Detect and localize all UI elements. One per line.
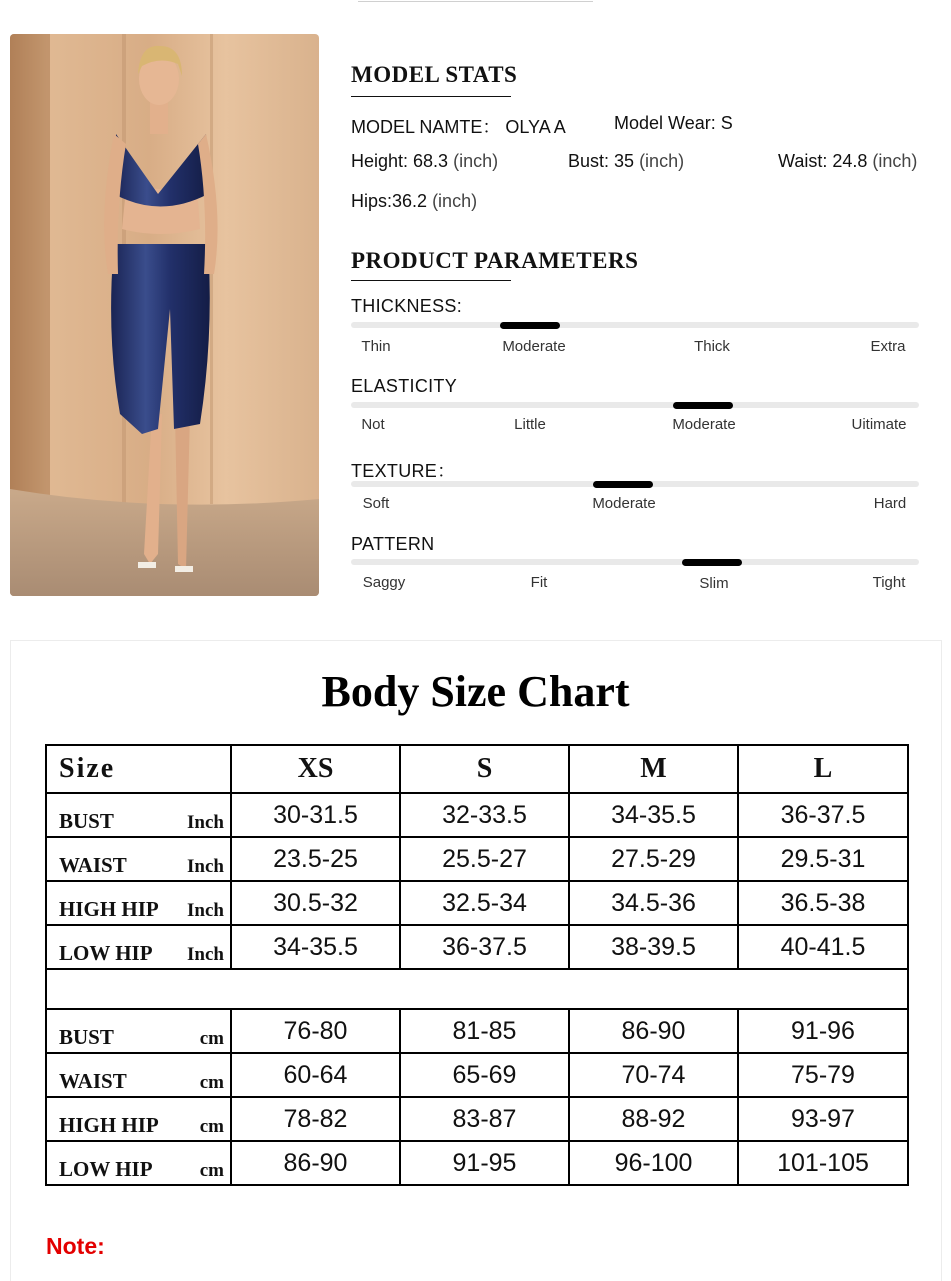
model-wear-value: S: [720, 113, 733, 133]
table-cell: 30-31.5: [231, 793, 400, 837]
table-cell: 27.5-29: [569, 837, 738, 881]
texture-indicator: [593, 481, 653, 488]
table-cell: 30.5-32: [231, 881, 400, 925]
measure-name: LOW HIP: [59, 941, 153, 965]
table-spacer-row: [46, 969, 908, 1009]
table-row: [46, 1097, 908, 1141]
model-name-label: MODEL NAMTE：: [351, 117, 501, 137]
size-header-row: [46, 745, 908, 793]
row-label: [46, 837, 231, 881]
elasticity-indicator: [673, 402, 733, 409]
thickness-tick-thick: Thick: [694, 338, 730, 355]
table-row: [46, 793, 908, 837]
hips-value: Hips:36.2: [351, 191, 428, 211]
top-divider: [358, 1, 593, 2]
hips-stat: [351, 191, 477, 212]
size-xs: XS: [231, 745, 400, 793]
table-cell: 93-97: [738, 1097, 908, 1141]
measure-name: BUST: [59, 809, 114, 833]
model-wear-label: Model Wear:: [614, 113, 716, 133]
thickness-tick-moderate: Moderate: [502, 338, 566, 355]
table-row: [46, 1141, 908, 1185]
measure-unit: cm: [199, 1072, 224, 1093]
measure-name: HIGH HIP: [59, 1113, 159, 1137]
model-photo: [10, 34, 319, 596]
pattern-indicator: [682, 559, 742, 566]
product-parameters-title: PRODUCT PARAMETERS: [351, 248, 639, 273]
row-label: [46, 881, 231, 925]
table-row: [46, 925, 908, 969]
measure-name: HIGH HIP: [59, 897, 159, 921]
measure-unit: Inch: [187, 900, 224, 921]
elasticity-tick-ultimate: Uitimate: [851, 416, 907, 433]
table-cell: 34-35.5: [231, 925, 400, 969]
table-row: [46, 1009, 908, 1053]
model-name: [351, 113, 566, 139]
model-stats-title: MODEL STATS: [351, 62, 518, 87]
measure-name: WAIST: [59, 1069, 127, 1093]
table-row: [46, 837, 908, 881]
table-row: [46, 881, 908, 925]
measure-name: LOW HIP: [59, 1157, 153, 1181]
size-s: S: [400, 745, 569, 793]
table-cell: 60-64: [231, 1053, 400, 1097]
hips-unit: (inch): [432, 191, 478, 211]
row-label: [46, 1009, 231, 1053]
size-m: M: [569, 745, 738, 793]
table-cell: 38-39.5: [569, 925, 738, 969]
waist-stat: [778, 151, 917, 172]
table-cell: 91-95: [400, 1141, 569, 1185]
measure-unit: Inch: [187, 944, 224, 965]
thickness-label: THICKNESS:: [351, 296, 463, 316]
texture-label: TEXTURE：: [351, 461, 456, 481]
table-cell: 34.5-36: [569, 881, 738, 925]
elasticity-track: [351, 402, 919, 408]
texture-track: [351, 481, 919, 487]
pattern-tick-fit: Fit: [530, 574, 548, 591]
thickness-tick-thin: Thin: [361, 338, 391, 355]
bust-value: Bust: 35: [568, 151, 635, 171]
bust-stat: [568, 151, 684, 172]
pattern-track: [351, 559, 919, 565]
bust-unit: (inch): [639, 151, 685, 171]
table-cell: 70-74: [569, 1053, 738, 1097]
elasticity-tick-moderate: Moderate: [672, 416, 736, 433]
table-cell: 23.5-25: [231, 837, 400, 881]
size-header: Size: [46, 745, 231, 793]
row-label: [46, 1053, 231, 1097]
measure-name: BUST: [59, 1025, 114, 1049]
table-cell: 101-105: [738, 1141, 908, 1185]
size-chart-table: [45, 744, 909, 1186]
table-cell: 32.5-34: [400, 881, 569, 925]
model-stats-underline: [351, 96, 511, 97]
elasticity-label: ELASTICITY: [351, 376, 458, 396]
pattern-tick-tight: Tight: [872, 574, 906, 591]
elasticity-tick-little: Little: [514, 416, 546, 433]
table-cell: 36.5-38: [738, 881, 908, 925]
height-value: Height: 68.3: [351, 151, 449, 171]
measure-unit: Inch: [187, 856, 224, 877]
table-cell: 32-33.5: [400, 793, 569, 837]
table-cell: 65-69: [400, 1053, 569, 1097]
height-stat: [351, 151, 498, 172]
table-cell: 36-37.5: [400, 925, 569, 969]
model-name-value: OLYA A: [505, 117, 566, 137]
row-label: [46, 1097, 231, 1141]
table-cell: 86-90: [231, 1141, 400, 1185]
table-cell: 96-100: [569, 1141, 738, 1185]
pattern-tick-saggy: Saggy: [362, 574, 406, 591]
thickness-track: [351, 322, 919, 328]
table-cell: 81-85: [400, 1009, 569, 1053]
size-chart-title: Body Size Chart: [321, 667, 630, 716]
measure-unit: cm: [199, 1116, 224, 1137]
table-cell: 75-79: [738, 1053, 908, 1097]
note-label: Note:: [46, 1233, 105, 1259]
spacer-cell: [46, 969, 908, 1009]
table-cell: 78-82: [231, 1097, 400, 1141]
texture-tick-moderate: Moderate: [592, 495, 656, 512]
row-label: [46, 1141, 231, 1185]
row-label: [46, 793, 231, 837]
measure-unit: cm: [199, 1028, 224, 1049]
table-cell: 40-41.5: [738, 925, 908, 969]
thickness-tick-extra: Extra: [870, 338, 906, 355]
texture-tick-soft: Soft: [362, 495, 390, 512]
table-cell: 83-87: [400, 1097, 569, 1141]
pattern-tick-slim: Slim: [699, 575, 729, 592]
table-cell: 29.5-31: [738, 837, 908, 881]
size-l: L: [738, 745, 908, 793]
model-wear: [614, 113, 733, 134]
row-label: [46, 925, 231, 969]
table-cell: 76-80: [231, 1009, 400, 1053]
height-unit: (inch): [453, 151, 499, 171]
pattern-label: PATTERN: [351, 534, 435, 554]
table-cell: 36-37.5: [738, 793, 908, 837]
product-parameters-underline: [351, 280, 511, 281]
measure-unit: Inch: [187, 812, 224, 833]
waist-unit: (inch): [872, 151, 918, 171]
table-cell: 25.5-27: [400, 837, 569, 881]
thickness-indicator: [500, 322, 560, 329]
measure-name: WAIST: [59, 853, 127, 877]
table-cell: 88-92: [569, 1097, 738, 1141]
table-cell: 91-96: [738, 1009, 908, 1053]
table-row: [46, 1053, 908, 1097]
table-cell: 34-35.5: [569, 793, 738, 837]
table-cell: 86-90: [569, 1009, 738, 1053]
measure-unit: cm: [199, 1160, 224, 1181]
waist-value: Waist: 24.8: [778, 151, 868, 171]
texture-tick-hard: Hard: [873, 495, 907, 512]
elasticity-tick-not: Not: [361, 416, 385, 433]
